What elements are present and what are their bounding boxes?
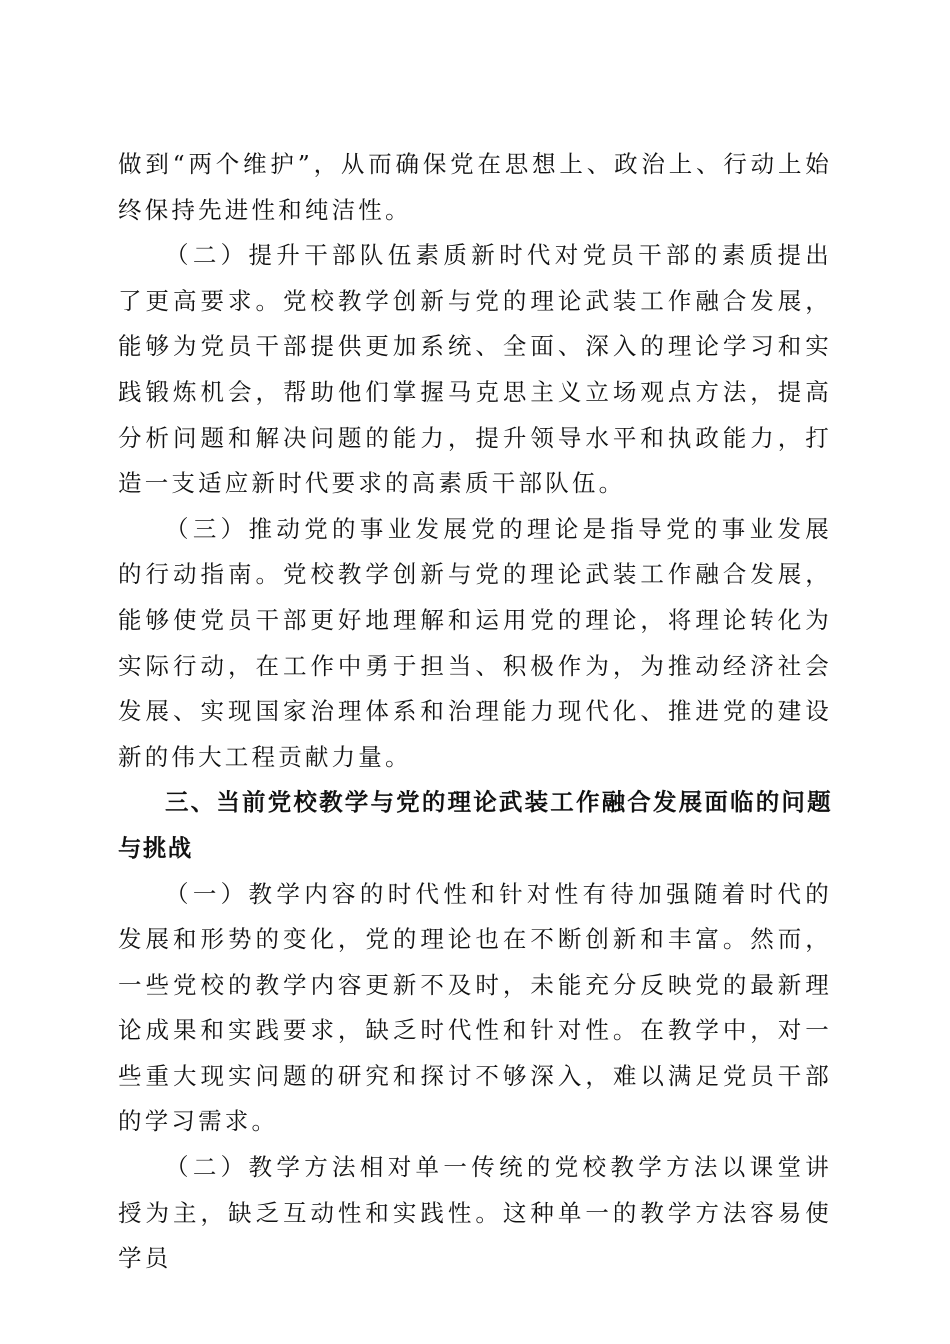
paragraph-continuation: 做到“两个维护”，从而确保党在思想上、政治上、行动上始终保持先进性和纯洁性。	[118, 150, 832, 224]
document-body	[118, 142, 832, 1282]
paragraph-teaching-methods: （二）教学方法相对单一传统的党校教学方法以课堂讲授为主，缺乏互动性和实践性。这种单一的教学方法容易使学员	[118, 1153, 832, 1273]
paragraph-cadre-quality: （二）提升干部队伍素质新时代对党员干部的素质提出了更高要求。党校教学创新与党的理论武装工作融合发展，能够为党员干部提供更加系统、全面、深入的理论学习和实践锻炼机会，帮助他们掌握马克思主义立场观点方法，提高分析问题和解决问题的能力，提升领导水平和执政能力，打造一支适应新时代要求的高素质干部队伍。	[118, 241, 832, 498]
paragraph-teaching-content: （一）教学内容的时代性和针对性有待加强随着时代的发展和形势的变化，党的理论也在不断创新和丰富。然而，一些党校的教学内容更新不及时，未能充分反映党的最新理论成果和实践要求，缺乏时代性和针对性。在教学中，对一些重大现实问题的研究和探讨不够深入，难以满足党员干部的学习需求。	[118, 879, 832, 1136]
section-heading-problems: 三、当前党校教学与党的理论武装工作融合发展面临的问题与挑战	[118, 788, 832, 862]
paragraph-party-cause: （三）推动党的事业发展党的理论是指导党的事业发展的行动指南。党校教学创新与党的理论武装工作融合发展，能够使党员干部更好地理解和运用党的理论，将理论转化为实际行动，在工作中勇于担当、积极作为，为推动经济社会发展、实现国家治理体系和治理能力现代化、推进党的建设新的伟大工程贡献力量。	[118, 514, 832, 771]
